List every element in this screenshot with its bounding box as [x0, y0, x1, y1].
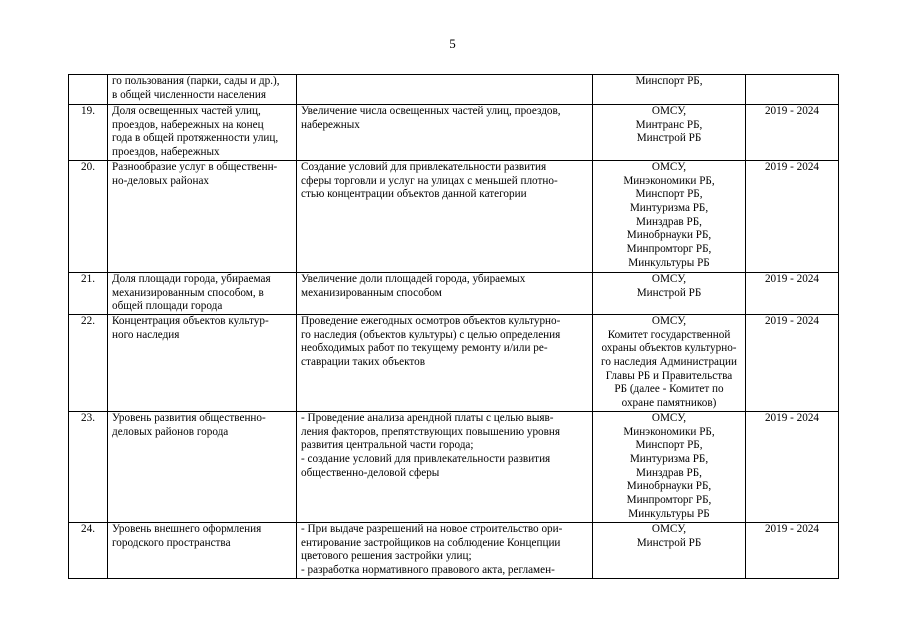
action-cell	[297, 411, 593, 522]
responsible-line: Комитет государственной	[607, 328, 731, 341]
term-cell	[746, 411, 839, 522]
indicator-line: года в общей протяженности улиц,	[112, 132, 279, 145]
action-cell	[297, 75, 593, 105]
row-number: 20.	[81, 160, 95, 173]
row-number-cell	[69, 75, 108, 105]
responsible-line: Минобрнауки РБ,	[626, 480, 712, 493]
indicator-line: го пользования (парки, сады и др.),	[112, 75, 280, 87]
indicator-line: Доля площади города, убираемая	[112, 272, 271, 285]
indicator-line: общей площади города	[112, 300, 223, 313]
term-value: 2019 - 2024	[764, 314, 820, 327]
table-row	[69, 272, 839, 314]
table-row	[69, 522, 839, 578]
responsible-cell	[593, 75, 746, 105]
action-line: сферы торговли и услуг на улицах с меньшей плотно-	[301, 174, 558, 187]
action-line: Создание условий для привлекательности развития	[301, 160, 547, 173]
row-number-cell	[69, 160, 108, 272]
action-line: цветового решения застройки улиц;	[301, 550, 472, 563]
action-line: - создание условий для привлекательности развития	[301, 453, 551, 466]
indicator-line: в общей численности населения	[112, 88, 267, 101]
responsible-line: Минтуризма РБ,	[629, 201, 709, 214]
action-cell	[297, 272, 593, 314]
responsible-line: Минобрнауки РБ,	[626, 229, 712, 242]
responsible-line: Минспорт РБ,	[635, 439, 703, 452]
indicator-line: Разнообразие услуг в общественн-	[112, 160, 278, 173]
term-value: 2019 - 2024	[764, 105, 820, 117]
term-cell	[746, 314, 839, 411]
term-cell	[746, 522, 839, 578]
action-cell	[297, 522, 593, 578]
indicator-cell	[108, 411, 297, 522]
indicator-line: Доля освещенных частей улиц,	[112, 105, 261, 117]
row-number-cell	[69, 411, 108, 522]
table-row	[69, 314, 839, 411]
action-line: Увеличение числа освещенных частей улиц, проездов,	[301, 105, 561, 117]
responsible-line: Минздрав РБ,	[636, 466, 702, 479]
action-line: общественно-деловой сферы	[301, 466, 440, 479]
responsible-cell	[593, 105, 746, 161]
term-cell	[746, 75, 839, 105]
indicator-line: Уровень развития общественно-	[112, 411, 266, 424]
page-number: 5	[449, 36, 456, 51]
term-value: 2019 - 2024	[764, 160, 820, 173]
action-cell	[297, 105, 593, 161]
responsible-line: ОМСУ,	[651, 314, 687, 327]
indicator-line: деловых районов города	[112, 425, 229, 438]
responsible-line: Минздрав РБ,	[636, 215, 702, 228]
action-line: набережных	[301, 118, 360, 131]
responsible-line: Минтуризма РБ,	[629, 453, 709, 466]
table-row	[69, 105, 839, 161]
action-line: Увеличение доли площадей города, убираемых	[301, 272, 526, 285]
row-number: 24.	[81, 522, 95, 535]
table-row	[69, 75, 839, 105]
responsible-line: охране памятников)	[621, 397, 717, 410]
responsible-cell	[593, 160, 746, 272]
term-value: 2019 - 2024	[764, 411, 820, 424]
indicator-line: Концентрация объектов культур-	[112, 314, 269, 327]
term-cell	[746, 105, 839, 161]
action-cell	[297, 314, 593, 411]
indicator-cell	[108, 105, 297, 161]
responsible-cell	[593, 272, 746, 314]
indicator-cell	[108, 522, 297, 578]
action-line: ставрации таких объектов	[301, 356, 426, 369]
responsible-line: ОМСУ,	[651, 411, 687, 424]
responsible-line: Минспорт РБ,	[635, 75, 703, 87]
action-line: ления факторов, препятствующих повышению уровня	[301, 425, 561, 438]
row-number: 19.	[81, 105, 95, 117]
action-line: го наследия (объектов культуры) с целью определения	[301, 328, 561, 341]
responsible-cell	[593, 522, 746, 578]
term-value: 2019 - 2024	[764, 272, 820, 285]
action-line: стью концентрации объектов данной категории	[301, 188, 527, 201]
term-value: 2019 - 2024	[764, 522, 820, 535]
action-line: развития центральной части города;	[301, 439, 474, 452]
row-number: 21.	[81, 272, 95, 285]
responsible-line: ОМСУ,	[651, 160, 687, 173]
action-line: Проведение ежегодных осмотров объектов культурно-	[301, 314, 561, 327]
action-line: механизированным способом	[301, 286, 442, 299]
indicator-cell	[108, 75, 297, 105]
term-cell	[746, 160, 839, 272]
responsible-line: Главы РБ и Правительства	[605, 369, 733, 382]
term-cell	[746, 272, 839, 314]
row-number: 23.	[81, 411, 95, 424]
responsible-cell	[593, 411, 746, 522]
responsible-line: ОМСУ,	[651, 272, 687, 285]
action-line: ентирование застройщиков на соблюдение Концепции	[301, 536, 561, 549]
responsible-line: Минэкономики РБ,	[623, 425, 715, 438]
responsible-line: Минкультуры РБ	[628, 507, 710, 520]
indicator-line: ного наследия	[112, 328, 180, 341]
row-number-cell	[69, 272, 108, 314]
indicator-line: проездов, набережных	[112, 146, 220, 159]
indicator-cell	[108, 160, 297, 272]
responsible-line: Минстрой РБ	[636, 286, 702, 299]
responsible-line: Минкультуры РБ	[628, 256, 710, 269]
indicator-line: механизированным способом, в	[112, 286, 264, 299]
action-cell	[297, 160, 593, 272]
table-row	[69, 160, 839, 272]
responsible-line: охраны объектов культурно-	[601, 342, 737, 355]
responsible-cell	[593, 314, 746, 411]
responsible-line: Минстрой РБ	[636, 132, 702, 145]
measures-table	[68, 74, 839, 579]
row-number-cell	[69, 314, 108, 411]
row-number: 22.	[81, 314, 95, 327]
row-number-cell	[69, 522, 108, 578]
responsible-line: Минтранс РБ,	[635, 118, 703, 131]
responsible-line: Минэкономики РБ,	[623, 174, 715, 187]
action-line: - При выдаче разрешений на новое строительство ори-	[301, 522, 563, 535]
indicator-line: городского пространства	[112, 536, 231, 549]
responsible-line: ОМСУ,	[651, 522, 687, 535]
responsible-line: Минпромторг РБ,	[626, 243, 712, 256]
indicator-line: но-деловых районах	[112, 174, 210, 187]
responsible-line: го наследия Администрации	[601, 356, 737, 369]
indicator-line: Уровень внешнего оформления	[112, 522, 262, 535]
indicator-cell	[108, 314, 297, 411]
responsible-line: РБ (далее - Комитет по	[614, 383, 724, 396]
action-line: - Проведение анализа арендной платы с целью выяв-	[301, 411, 554, 424]
responsible-line: ОМСУ,	[651, 105, 687, 117]
indicator-line: проездов, набережных на конец	[112, 118, 264, 131]
indicator-cell	[108, 272, 297, 314]
action-line: необходимых работ по текущему ремонту и/или ре-	[301, 342, 548, 355]
table-row	[69, 411, 839, 522]
responsible-line: Минпромторг РБ,	[626, 494, 712, 507]
responsible-line: Минстрой РБ	[636, 536, 702, 549]
row-number-cell	[69, 105, 108, 161]
responsible-line: Минспорт РБ,	[635, 188, 703, 201]
action-line: - разработка нормативного правового акта, регламен-	[301, 564, 555, 577]
